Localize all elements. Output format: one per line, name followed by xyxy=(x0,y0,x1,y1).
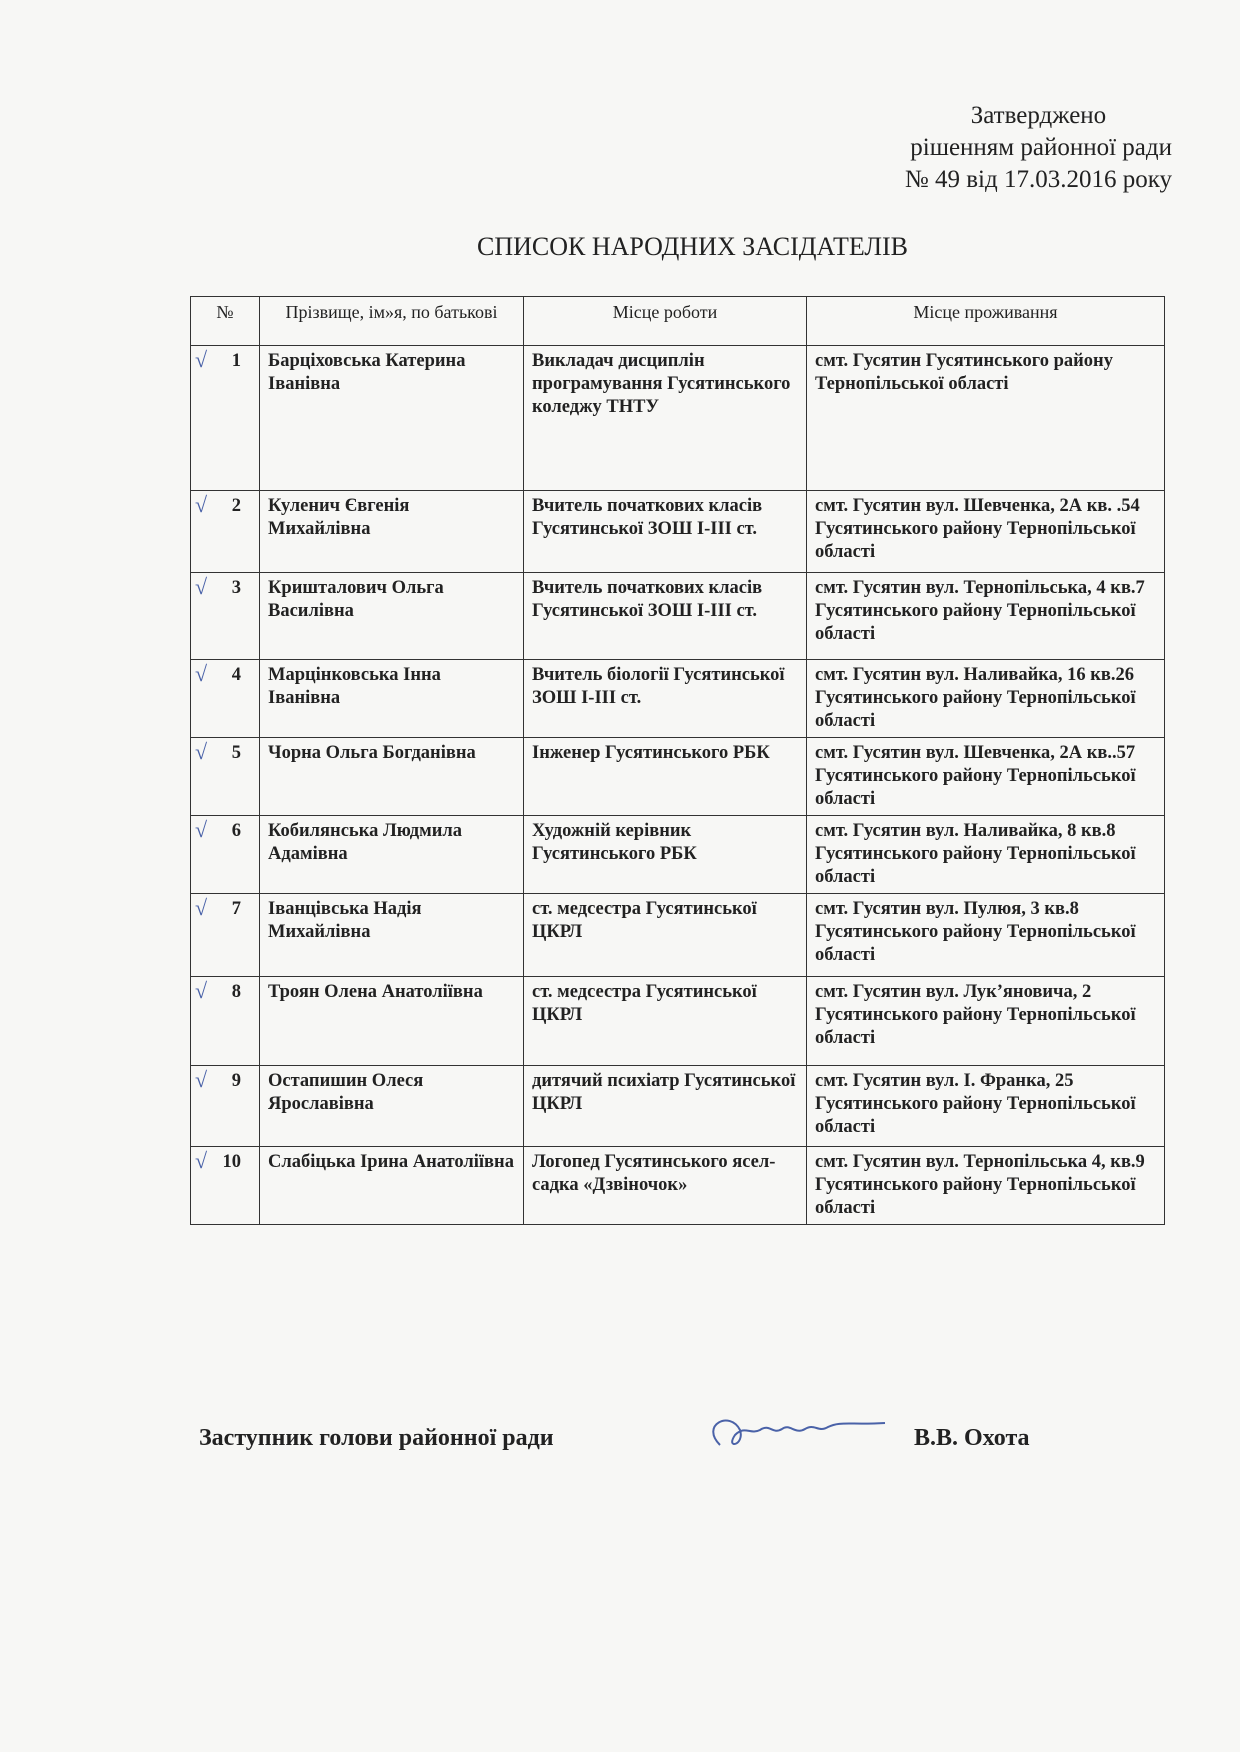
person-name: Остапишин Олеся Ярославівна xyxy=(260,1066,524,1147)
row-number xyxy=(191,894,260,977)
row-number-text: 6 xyxy=(231,821,241,841)
row-number-text: 3 xyxy=(231,578,241,598)
person-name: Слабіцька Ірина Анатоліївна xyxy=(260,1147,524,1225)
workplace: Вчитель початкових класів Гусятинської ЗОШ І-ІІІ ст. xyxy=(524,573,807,660)
workplace: Логопед Гусятинського ясел-садка «Дзвіночок» xyxy=(524,1147,807,1225)
workplace: Художній керівник Гусятинського РБК xyxy=(524,816,807,894)
row-number xyxy=(191,346,260,491)
row-number-text: 4 xyxy=(231,665,241,685)
person-name: Іванцівська Надія Михайлівна xyxy=(260,894,524,977)
row-number xyxy=(191,1066,260,1147)
person-name: Кобилянська Людмила Адамівна xyxy=(260,816,524,894)
workplace: ст. медсестра Гусятинської ЦКРЛ xyxy=(524,894,807,977)
person-name: Барціховська Катерина Іванівна xyxy=(260,346,524,491)
check-mark-icon: √ xyxy=(195,739,208,764)
approval-block xyxy=(905,100,1172,196)
row-number xyxy=(191,816,260,894)
person-name: Троян Олена Анатоліївна xyxy=(260,977,524,1066)
row-number-text: 9 xyxy=(231,1071,241,1091)
row-number xyxy=(191,1147,260,1225)
workplace: дитячий психіатр Гусятинської ЦКРЛ xyxy=(524,1066,807,1147)
table-row xyxy=(191,894,1165,977)
check-mark-icon: √ xyxy=(195,1148,208,1173)
row-number xyxy=(191,573,260,660)
check-mark-icon: √ xyxy=(195,1067,208,1092)
handwritten-signature xyxy=(700,1405,890,1465)
workplace: ст. медсестра Гусятинської ЦКРЛ xyxy=(524,977,807,1066)
table-header-row xyxy=(191,297,1165,346)
residence: смт. Гусятин вул. Тернопільська 4, кв.9 Гусятинського району Тернопільської області xyxy=(807,1147,1165,1225)
check-mark-icon: √ xyxy=(195,817,208,842)
residence: смт. Гусятин вул. Лук’яновича, 2 Гусятинського району Тернопільської області xyxy=(807,977,1165,1066)
table-row xyxy=(191,660,1165,738)
person-name: Куленич Євгенія Михайлівна xyxy=(260,491,524,573)
row-number-text: 2 xyxy=(231,496,241,516)
header-name: Прізвище, ім»я, по батькові xyxy=(260,297,524,346)
approval-line-1: Затверджено xyxy=(970,102,1107,129)
row-number xyxy=(191,491,260,573)
table-row xyxy=(191,573,1165,660)
table-row xyxy=(191,491,1165,573)
signer-position: Заступник голови районної ради xyxy=(199,1425,554,1451)
workplace: Викладач дисциплін програмування Гусятинського коледжу ТНТУ xyxy=(524,346,807,491)
person-name: Чорна Ольга Богданівна xyxy=(260,738,524,816)
check-mark-icon: √ xyxy=(195,492,208,517)
table-row xyxy=(191,1147,1165,1225)
person-name: Марцінковська Інна Іванівна xyxy=(260,660,524,738)
row-number xyxy=(191,660,260,738)
row-number-text: 10 xyxy=(222,1152,241,1172)
check-mark-icon: √ xyxy=(195,895,208,920)
residence: смт. Гусятин вул. І. Франка, 25 Гусятинського району Тернопільської області xyxy=(807,1066,1165,1147)
table-row xyxy=(191,738,1165,816)
approval-line-3: № 49 від 17.03.2016 року xyxy=(904,166,1172,193)
workplace: Вчитель початкових класів Гусятинської ЗОШ І-ІІІ ст. xyxy=(524,491,807,573)
row-number-text: 8 xyxy=(231,982,241,1002)
row-number-text: 1 xyxy=(231,351,241,371)
check-mark-icon: √ xyxy=(195,347,208,372)
workplace: Вчитель біології Гусятинської ЗОШ І-ІІІ ст. xyxy=(524,660,807,738)
document-title: СПИСОК НАРОДНИХ ЗАСІДАТЕЛІВ xyxy=(476,232,909,261)
residence: смт. Гусятин вул. Шевченка, 2А кв. .54 Гусятинського району Тернопільської області xyxy=(807,491,1165,573)
row-number-text: 5 xyxy=(231,743,241,763)
approval-line-2: рішенням районної ради xyxy=(910,134,1172,161)
residence: смт. Гусятин вул. Наливайка, 8 кв.8 Гусятинського району Тернопільської області xyxy=(807,816,1165,894)
table-row xyxy=(191,1066,1165,1147)
row-number xyxy=(191,977,260,1066)
row-number xyxy=(191,738,260,816)
check-mark-icon: √ xyxy=(195,661,208,686)
row-number-text: 7 xyxy=(231,899,241,919)
residence: смт. Гусятин вул. Наливайка, 16 кв.26 Гусятинського району Тернопільської області xyxy=(807,660,1165,738)
header-work: Місце роботи xyxy=(524,297,807,346)
residence: смт. Гусятин вул. Тернопільська, 4 кв.7 Гусятинського району Тернопільської області xyxy=(807,573,1165,660)
assessors-table xyxy=(190,296,1165,1225)
table-row xyxy=(191,816,1165,894)
residence: смт. Гусятин вул. Пулюя, 3 кв.8 Гусятинського району Тернопільської області xyxy=(807,894,1165,977)
table-row xyxy=(191,977,1165,1066)
check-mark-icon: √ xyxy=(195,574,208,599)
person-name: Кришталович Ольга Василівна xyxy=(260,573,524,660)
workplace: Інженер Гусятинського РБК xyxy=(524,738,807,816)
residence: смт. Гусятин Гусятинського району Тернопільської області xyxy=(807,346,1165,491)
signer-name: В.В. Охота xyxy=(914,1425,1030,1451)
header-num: № xyxy=(191,297,260,346)
check-mark-icon: √ xyxy=(195,978,208,1003)
table-row xyxy=(191,346,1165,491)
residence: смт. Гусятин вул. Шевченка, 2А кв..57 Гусятинського району Тернопільської області xyxy=(807,738,1165,816)
header-address: Місце проживання xyxy=(807,297,1165,346)
